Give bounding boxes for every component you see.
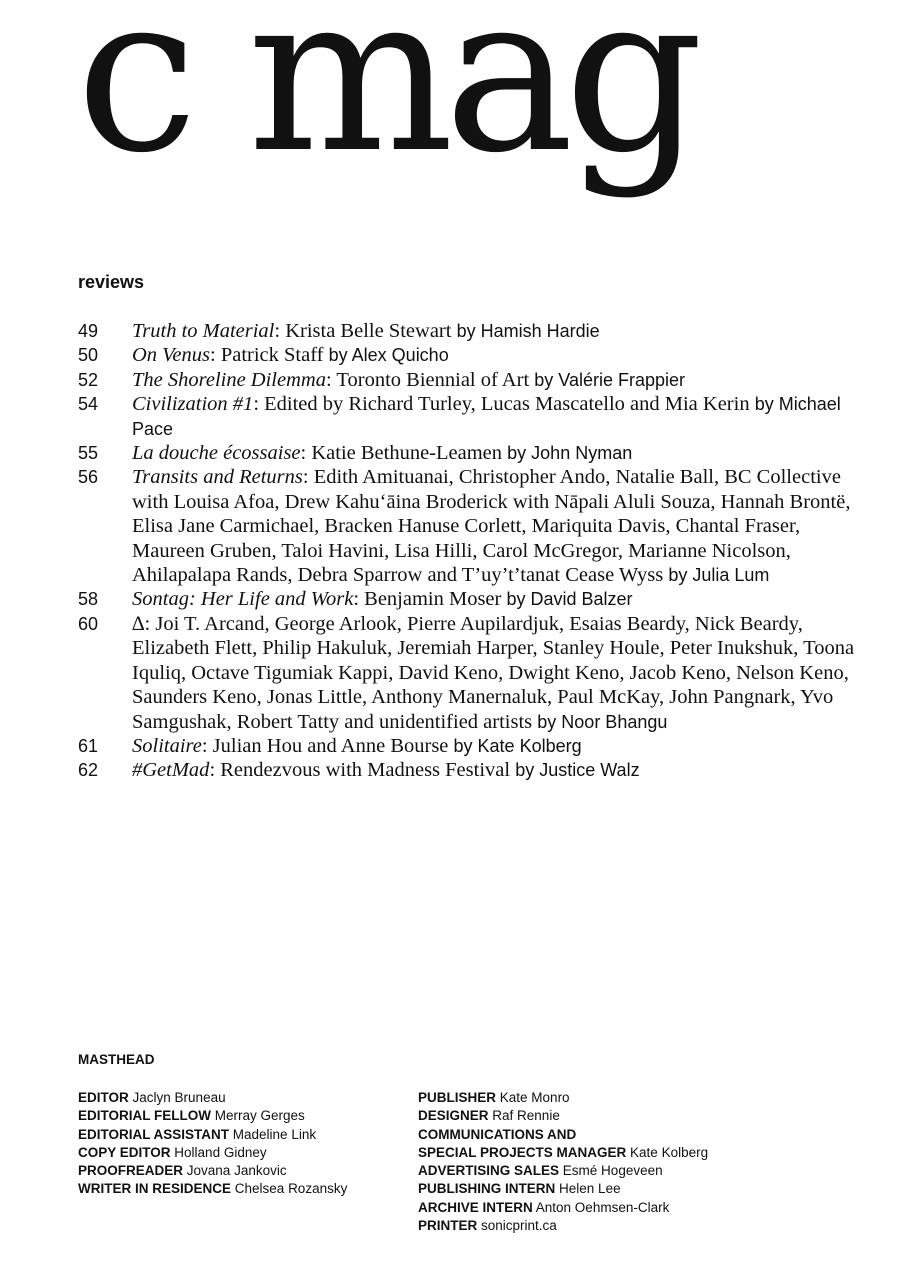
review-author: by Michael Pace [132,394,841,439]
masthead-person: Holland Gidney [174,1144,267,1160]
masthead-right-column [418,1089,708,1235]
page-number: 50 [78,345,99,366]
review-author: by Hamish Hardie [456,321,600,341]
review-title: Solitaire [132,734,202,757]
masthead-person: Esmé Hogeveen [562,1163,663,1179]
masthead-person: Jovana Jankovic [186,1163,287,1179]
review-subject: ∆: Joi T. Arcand, George Arlook, Pierre Aupilardjuk, Esaias Beardy, Nick Beardy, Elizabeth Flett, Philip Hakuluk, Jeremiah Harper, Stanley Houle, Peter Inukshuk, Toona Iquliq, Octave Tigumiak Kappi, David Keno, Dwight Keno, Jacob Keno, Nelson Keno, Saunders Keno, Jonas Little, Anthony Manernaluk, Paul McKay, John Pangnark, Yvo Samgushak, Robert Tatty and unidentified artists [132,612,855,733]
masthead-entry [78,1180,347,1198]
toc-item [78,734,868,758]
masthead-entry [78,1126,347,1144]
masthead-role: EDITORIAL FELLOW [78,1108,211,1124]
review-subject: : Julian Hou and Anne Bourse [201,734,449,757]
page-number: 55 [78,443,99,464]
masthead-role: DESIGNER [418,1108,489,1124]
masthead-person: Anton Oehmsen-Clark [535,1199,670,1215]
review-author: by Noor Bhangu [537,711,668,732]
masthead-person: Raf Rennie [492,1108,560,1124]
masthead-role: COPY EDITOR [78,1144,171,1160]
page-number: 62 [78,760,99,781]
review-subject: : Edited by Richard Turley, Lucas Mascatello and Mia Kerin [253,393,750,416]
masthead-role: PUBLISHING INTERN [418,1181,556,1197]
masthead-role: COMMUNICATIONS AND [418,1126,577,1142]
review-title: #GetMad [132,759,210,782]
review-title: Transits and Returns [132,466,303,489]
masthead-entry [418,1089,708,1107]
masthead-entry [418,1162,708,1180]
masthead-entry [78,1107,347,1125]
toc-item [78,587,868,611]
review-author: by Valérie Frappier [534,369,685,390]
review-title: Civilization #1 [132,393,254,416]
masthead-left-column [78,1089,347,1199]
toc-item [78,441,868,465]
page-number: 52 [78,369,99,390]
masthead-entry [418,1126,708,1144]
review-author: by Julia Lum [668,565,770,586]
toc-item [78,343,868,367]
section-label: reviews [78,272,145,292]
masthead-person: sonicprint.ca [481,1218,557,1234]
toc-item [78,612,868,734]
masthead-person: Helen Lee [559,1181,621,1197]
masthead-entry [418,1107,708,1125]
masthead-role: PROOFREADER [78,1163,184,1179]
masthead-role: WRITER IN RESIDENCE [78,1181,232,1197]
masthead-person: Merray Gerges [214,1108,305,1124]
masthead-entry [78,1144,347,1162]
masthead-entry [418,1180,708,1198]
magazine-logo: c mag [76,0,694,201]
masthead-role: ARCHIVE INTERN [418,1199,533,1215]
masthead-role: SPECIAL PROJECTS MANAGER [418,1144,627,1160]
review-subject: : Edith Amituanai, Christopher Ando, Natalie Ball, BC Collective with Louisa Afoa, Drew Kahuʻāina Broderick with Nāpali Aluli Souza, Hannah Brontë, Elisa Jane Carmichael, Bracken Hanuse Corlett, Mariquita Davis, Chantal Fraser, Maureen Gruben, Taloi Havini, Lisa Hilli, Carol McGregor, Marianne Nicolson, Ahilapalapa Rands, Debra Sparrow and T’uy’t’tanat Cease Wyss [132,466,851,587]
reviews-list [78,319,868,783]
review-subject: : Benjamin Moser [353,588,502,611]
toc-item [78,319,868,343]
review-subject: : Patrick Staff [210,344,324,367]
review-title: Truth to Material [132,320,275,342]
review-subject: : Krista Belle Stewart [274,320,452,342]
masthead-role: PUBLISHER [418,1090,497,1105]
toc-item [78,465,868,587]
review-author: by John Nyman [507,443,633,464]
review-subject: : Katie Bethune-Leamen [300,442,503,465]
masthead-role: ADVERTISING SALES [418,1163,560,1179]
masthead-person: Chelsea Rozansky [234,1181,348,1197]
masthead-person: Kate Kolberg [630,1144,709,1160]
masthead-role: PRINTER [418,1218,478,1234]
page-number: 49 [78,321,99,341]
page-number: 56 [78,467,99,488]
masthead-person: Jaclyn Bruneau [132,1090,226,1105]
toc-item [78,392,868,441]
review-subject: : Toronto Biennial of Art [325,368,530,391]
masthead-entry [78,1089,347,1107]
page-number: 60 [78,613,99,634]
masthead-entry [418,1199,708,1217]
masthead-person: Kate Monro [499,1090,570,1105]
review-title: The Shoreline Dilemma [132,368,326,391]
masthead-role: EDITOR [78,1090,129,1105]
review-subject: : Rendezvous with Madness Festival [209,759,511,782]
toc-item [78,758,868,782]
review-author: by Kate Kolberg [453,735,582,756]
page-number: 54 [78,394,99,415]
review-title: On Venus [132,344,211,367]
page-number: 61 [78,735,99,756]
review-title: La douche écossaise [132,442,301,465]
masthead-person: Madeline Link [232,1126,317,1142]
review-title: Sontag: Her Life and Work [132,588,354,611]
page-number: 58 [78,589,99,610]
masthead-role: EDITORIAL ASSISTANT [78,1126,230,1142]
toc-item [78,368,868,392]
masthead-entry [418,1144,708,1162]
masthead-entry [418,1217,708,1235]
review-author: by David Balzer [506,589,633,610]
review-author: by Justice Walz [515,760,640,781]
masthead-title: MASTHEAD [78,1052,155,1067]
review-author: by Alex Quicho [328,345,449,366]
masthead-entry [78,1162,347,1180]
